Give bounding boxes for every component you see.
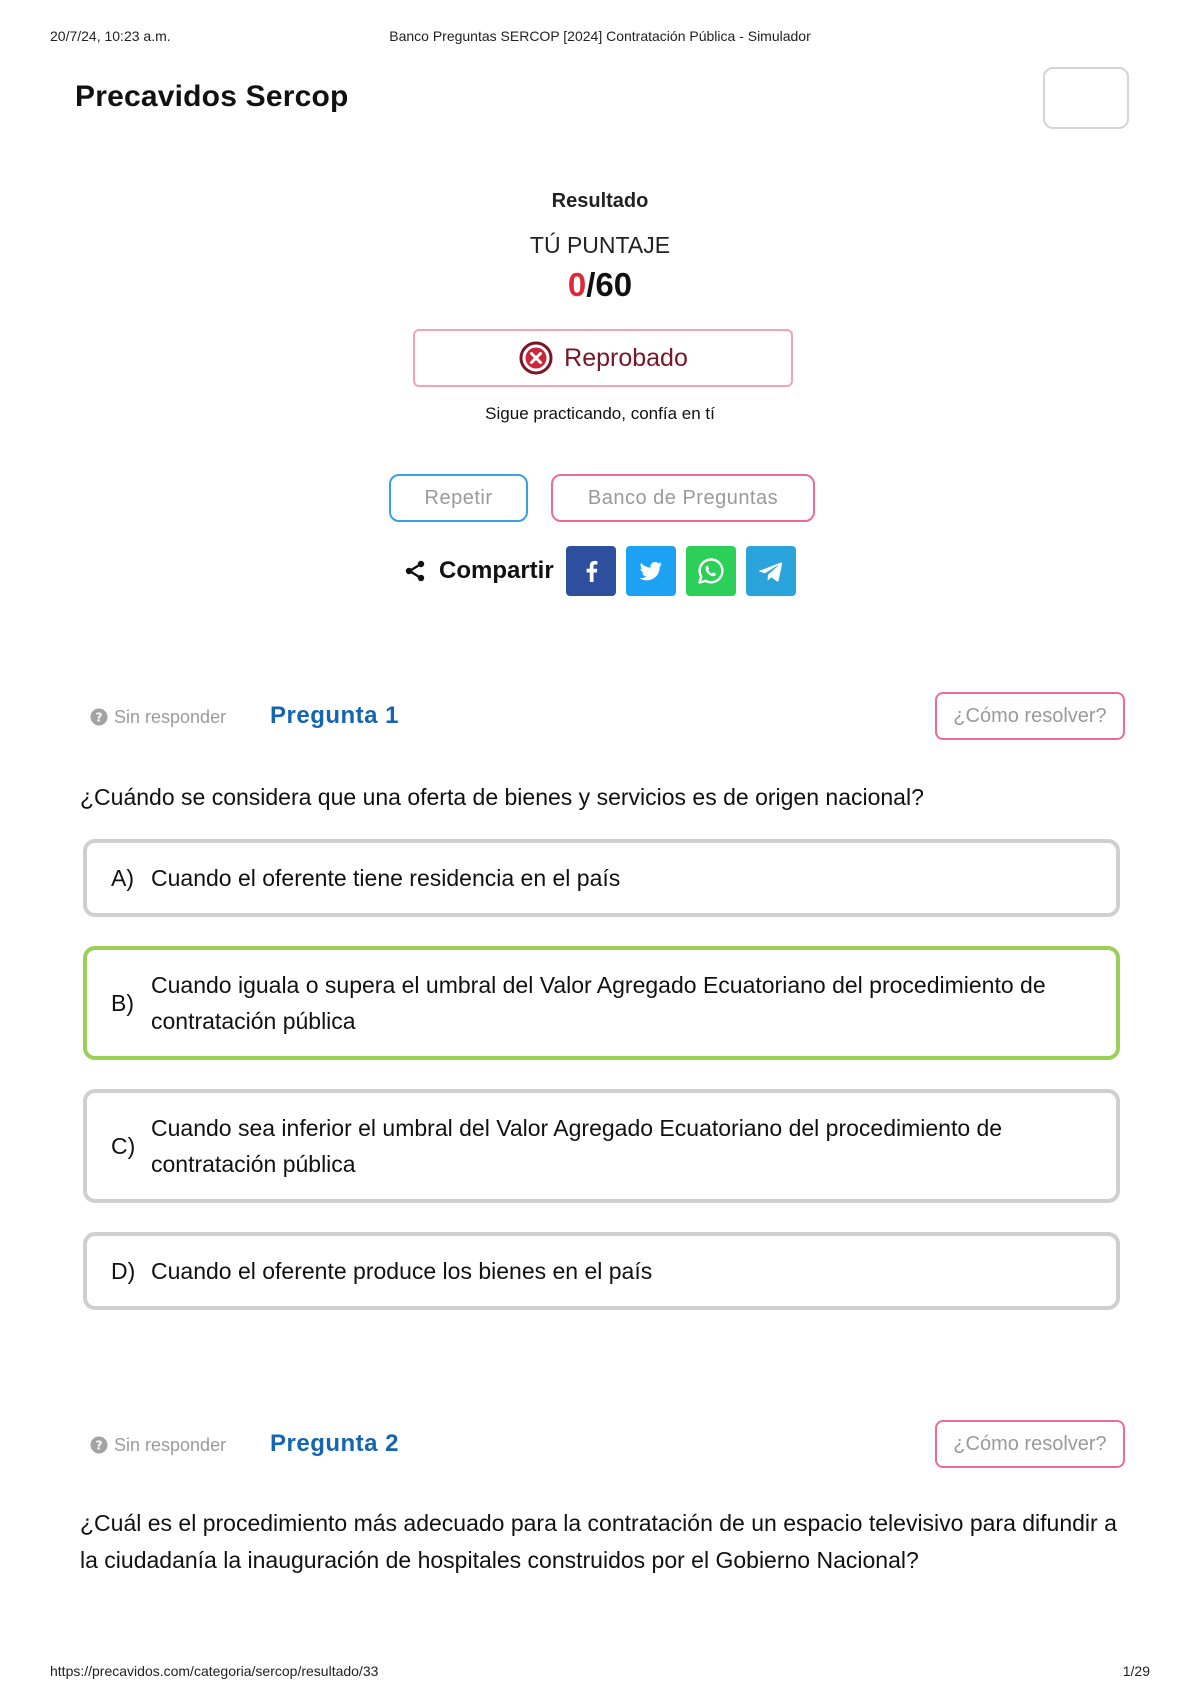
question-circle-icon (90, 1436, 108, 1454)
facebook-share-button[interactable] (566, 546, 616, 596)
status-badge (413, 329, 793, 387)
question-bank-button[interactable]: Banco de Preguntas (551, 474, 815, 522)
page-number: 1/29 (1122, 1663, 1150, 1679)
status-text: Reprobado (564, 343, 688, 372)
score-title: TÚ PUNTAJE (529, 232, 671, 258)
telegram-share-button[interactable] (746, 546, 796, 596)
encouragement-message: Sigue practicando, confía en tí (485, 404, 715, 423)
print-footer (50, 1663, 1150, 1683)
answer-option-c[interactable] (83, 1089, 1120, 1203)
option-letter: D) (111, 1258, 136, 1284)
question-number: Pregunta 1 (270, 702, 400, 729)
unanswered-label: Sin responder (114, 706, 227, 727)
score-total: /60 (586, 266, 633, 303)
menu-button[interactable] (1043, 67, 1129, 129)
share-label: Compartir (439, 557, 554, 584)
option-text: Cuando sea inferior el umbral del Valor Agregado Ecuatoriano del procedimiento de contratación pública (151, 1115, 1003, 1177)
svg-text:?: ? (95, 710, 103, 725)
unanswered-label: Sin responder (114, 1434, 227, 1455)
facebook-icon (574, 554, 608, 588)
score-value (0, 266, 1200, 304)
close-circle-icon (518, 340, 554, 376)
question-text: ¿Cuándo se considera que una oferta de bienes y servicios es de origen nacional? (80, 784, 924, 810)
share-icon (403, 559, 427, 583)
print-header (50, 28, 1150, 48)
question-text: ¿Cuál es el procedimiento más adecuado para la contratación de un espacio televisivo para difundir a la ciudadanía la inauguración de hospitales construidos por el Gobierno Nacional? (80, 1510, 1117, 1573)
option-letter: A) (111, 865, 134, 891)
how-to-solve-button[interactable]: ¿Cómo resolver? (935, 692, 1125, 740)
answer-option-d[interactable] (83, 1232, 1120, 1310)
question-circle-icon (90, 708, 108, 726)
unanswered-status (90, 692, 226, 742)
share-bar (403, 546, 806, 596)
twitter-share-button[interactable] (626, 546, 676, 596)
result-heading: Resultado (551, 190, 649, 212)
option-text: Cuando el oferente produce los bienes en el país (151, 1258, 653, 1284)
question-header (90, 1420, 1125, 1470)
option-letter: C) (111, 1133, 136, 1159)
telegram-icon (754, 554, 788, 588)
print-page-title: Banco Preguntas SERCOP [2024] Contratación Pública - Simulador (389, 28, 811, 44)
print-date: 20/7/24, 10:23 a.m. (50, 28, 171, 44)
how-to-solve-button[interactable]: ¿Cómo resolver? (935, 1420, 1125, 1468)
answer-option-a[interactable] (83, 839, 1120, 917)
question-header (90, 692, 1125, 742)
whatsapp-share-button[interactable] (686, 546, 736, 596)
question-number: Pregunta 2 (270, 1430, 400, 1457)
page-url: https://precavidos.com/categoria/sercop/resultado/33 (50, 1663, 379, 1679)
answer-option-b[interactable] (83, 946, 1120, 1060)
repeat-button[interactable]: Repetir (389, 474, 528, 522)
option-text: Cuando iguala o supera el umbral del Valor Agregado Ecuatoriano del procedimiento de contratación pública (151, 972, 1046, 1034)
site-logo[interactable]: Precavidos Sercop (75, 80, 349, 113)
option-text: Cuando el oferente tiene residencia en el país (151, 865, 621, 891)
svg-text:?: ? (95, 1438, 103, 1453)
option-letter: B) (111, 990, 134, 1016)
whatsapp-icon (694, 554, 728, 588)
unanswered-status (90, 1420, 226, 1470)
twitter-icon (634, 554, 668, 588)
score-obtained: 0 (567, 266, 587, 303)
